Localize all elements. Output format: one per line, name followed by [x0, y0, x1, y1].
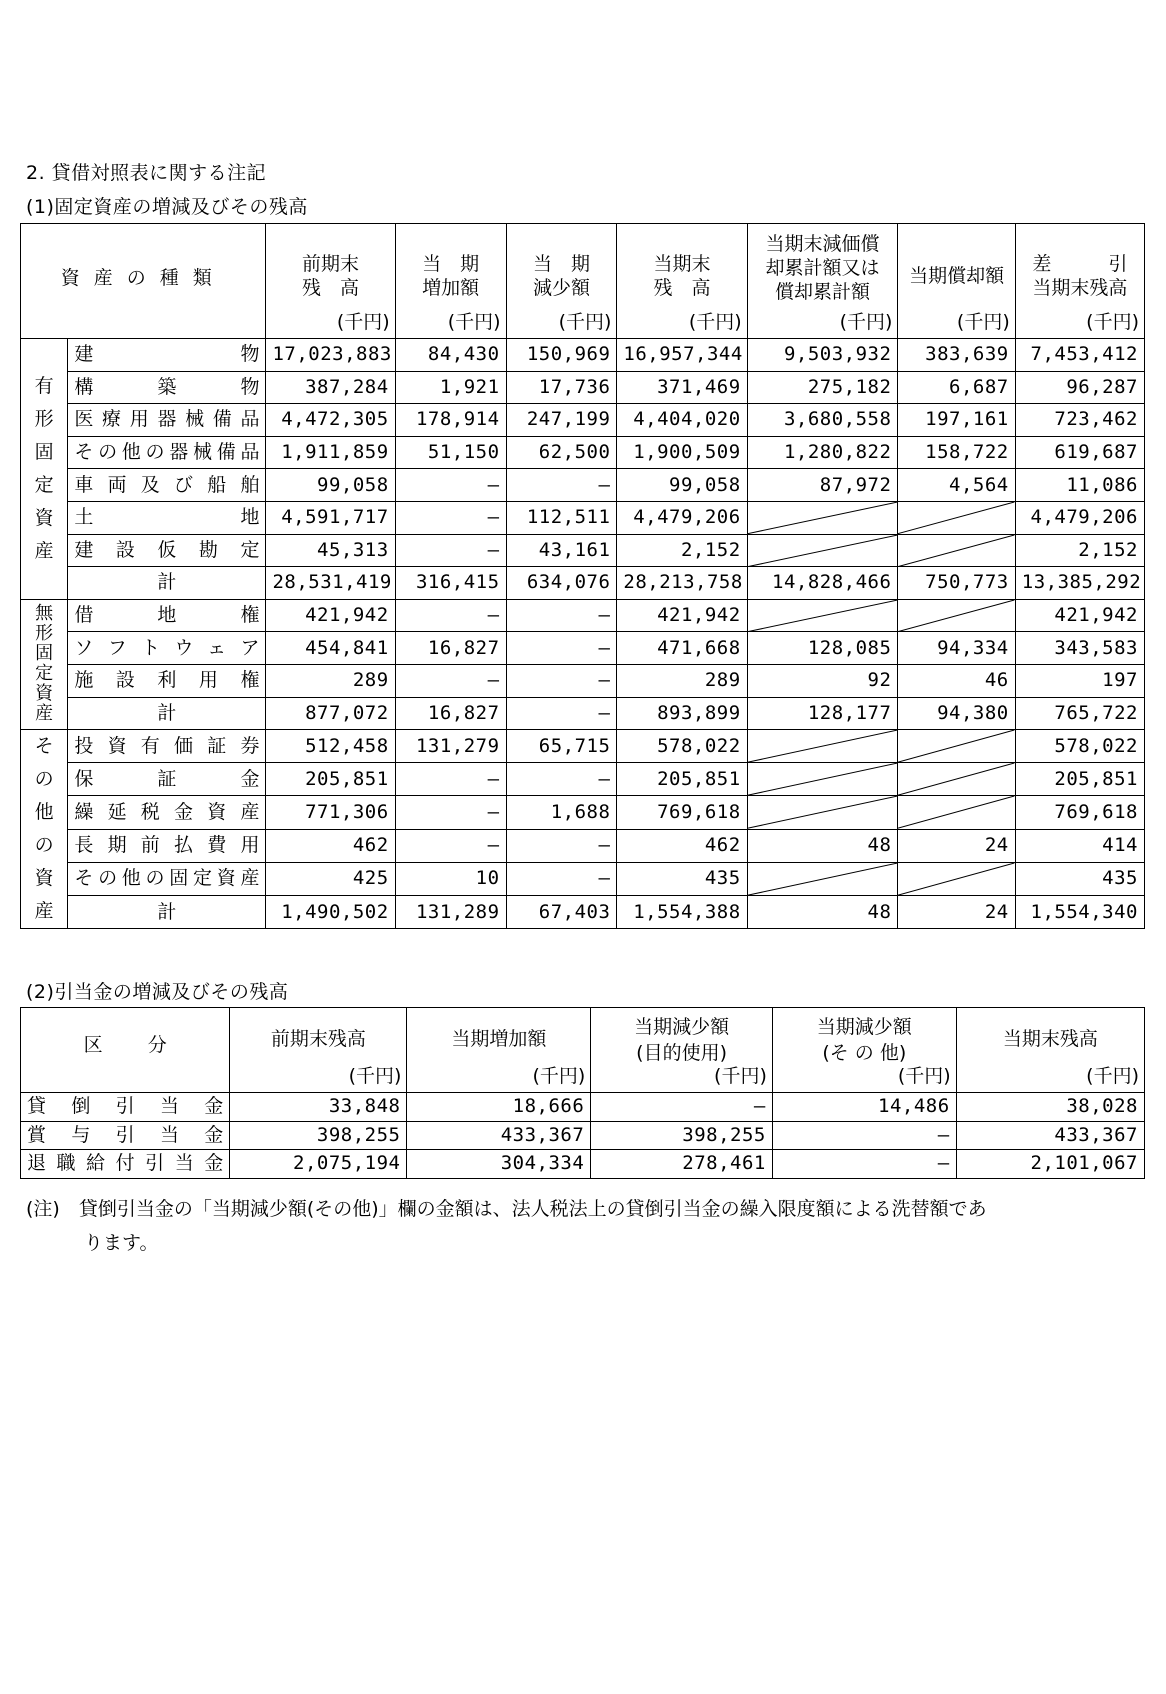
category-label: 無 形 固 定 資 産	[21, 599, 68, 729]
value-cell: 96,287	[1015, 371, 1144, 404]
table-header-row	[21, 224, 1145, 339]
asset-label: 建設仮勘定	[68, 534, 266, 567]
value-cell: 421,942	[617, 599, 747, 632]
value-cell: 462	[617, 829, 747, 862]
value-cell: —	[395, 796, 506, 829]
diagonal-slash-icon	[898, 863, 1014, 895]
value-cell: 24	[898, 895, 1015, 928]
value-cell: 16,827	[395, 632, 506, 665]
diagonal-slash-icon	[748, 763, 898, 795]
value-cell: 893,899	[617, 697, 747, 730]
header-decrease-purpose: 当期減少額 (目的使用) (千円)	[591, 1008, 773, 1093]
value-cell: —	[395, 763, 506, 796]
table-row	[21, 339, 1145, 372]
value-cell: 425	[266, 862, 395, 895]
header-asset-type: 資産の種類	[21, 224, 266, 339]
value-cell: 67,403	[506, 895, 617, 928]
value-cell: 205,851	[266, 763, 395, 796]
value-cell: —	[506, 829, 617, 862]
value-cell: 178,914	[395, 404, 506, 437]
diagonal-slash-icon	[898, 763, 1014, 795]
value-cell: 4,479,206	[617, 501, 747, 534]
header-ending-balance: 当期末残高 (千円)	[956, 1008, 1144, 1093]
value-cell: 7,453,412	[1015, 339, 1144, 372]
value-cell: —	[506, 469, 617, 502]
value-cell: 371,469	[617, 371, 747, 404]
fixed-assets-title: (1)固定資産の増減及びその残高	[26, 196, 308, 218]
note-text: 貸倒引当金の「当期減少額(その他)」欄の金額は、法人税法上の貸倒引当金の繰入限度額による洗替額であ	[78, 1198, 987, 1220]
table-row	[21, 469, 1145, 502]
asset-label: 車両及び船舶	[68, 469, 266, 502]
value-cell: 512,458	[266, 730, 395, 763]
value-cell: 28,213,758	[617, 567, 747, 600]
value-cell: 275,182	[747, 371, 898, 404]
header-increase: 当期増加額 (千円)	[407, 1008, 591, 1093]
value-cell: 2,152	[617, 534, 747, 567]
allowances-table	[20, 1007, 1145, 1179]
value-cell: 1,490,502	[266, 895, 395, 928]
allowance-label: 賞与引当金	[21, 1121, 230, 1150]
value-cell: 771,306	[266, 796, 395, 829]
value-cell: 197,161	[898, 404, 1015, 437]
asset-label: 投資有価証券	[68, 730, 266, 763]
value-cell: 131,289	[395, 895, 506, 928]
value-cell: —	[395, 664, 506, 697]
value-cell: 99,058	[617, 469, 747, 502]
value-cell: 289	[266, 664, 395, 697]
empty-cell	[898, 599, 1015, 632]
value-cell: 16,957,344	[617, 339, 747, 372]
value-cell: 99,058	[266, 469, 395, 502]
value-cell: 578,022	[617, 730, 747, 763]
value-cell: —	[772, 1150, 956, 1179]
value-cell: 13,385,292	[1015, 567, 1144, 600]
value-cell: 1,280,822	[747, 436, 898, 469]
diagonal-slash-icon	[748, 502, 898, 534]
empty-cell	[747, 534, 898, 567]
diagonal-slash-icon	[748, 535, 898, 567]
header-increase: 当 期 増加額 (千円)	[395, 224, 506, 339]
value-cell: 17,736	[506, 371, 617, 404]
value-cell: —	[395, 534, 506, 567]
value-cell: 1,921	[395, 371, 506, 404]
value-cell: —	[591, 1093, 773, 1122]
value-cell: —	[506, 599, 617, 632]
value-cell: 46	[898, 664, 1015, 697]
table-row	[21, 763, 1145, 796]
section-heading: 2. 貸借対照表に関する注記	[26, 162, 267, 184]
value-cell: 112,511	[506, 501, 617, 534]
header-depreciation: 当期償却額 (千円)	[898, 224, 1015, 339]
value-cell: 765,722	[1015, 697, 1144, 730]
header-ending-balance: 当期末 残 高 (千円)	[617, 224, 747, 339]
value-cell: 16,827	[395, 697, 506, 730]
table-row	[21, 1121, 1145, 1150]
value-cell: 33,848	[230, 1093, 407, 1122]
empty-cell	[747, 796, 898, 829]
empty-cell	[898, 501, 1015, 534]
diagonal-slash-icon	[898, 535, 1014, 567]
asset-label: 借地権	[68, 599, 266, 632]
empty-cell	[747, 599, 898, 632]
table-row	[21, 862, 1145, 895]
table-row	[21, 664, 1145, 697]
value-cell: 4,591,717	[266, 501, 395, 534]
table-row	[21, 632, 1145, 665]
value-cell: 94,334	[898, 632, 1015, 665]
header-decrease-other: 当期減少額 (そ の 他) (千円)	[772, 1008, 956, 1093]
table-row	[21, 534, 1145, 567]
asset-label: 建物	[68, 339, 266, 372]
value-cell: 398,255	[230, 1121, 407, 1150]
value-cell: 92	[747, 664, 898, 697]
value-cell: 45,313	[266, 534, 395, 567]
value-cell: 94,380	[898, 697, 1015, 730]
footnote	[26, 1192, 1151, 1260]
value-cell: —	[506, 862, 617, 895]
asset-label: 構築物	[68, 371, 266, 404]
value-cell: 4,404,020	[617, 404, 747, 437]
value-cell: 24	[898, 829, 1015, 862]
diagonal-slash-icon	[898, 502, 1014, 534]
value-cell: 877,072	[266, 697, 395, 730]
value-cell: 750,773	[898, 567, 1015, 600]
table-header-row	[21, 1008, 1145, 1093]
subtotal-label: 計	[68, 567, 266, 600]
asset-label: 施設利用権	[68, 664, 266, 697]
value-cell: 471,668	[617, 632, 747, 665]
note-prefix: (注)	[26, 1198, 60, 1220]
value-cell: 343,583	[1015, 632, 1144, 665]
note-continuation: ります。	[84, 1232, 159, 1254]
value-cell: 433,367	[407, 1121, 591, 1150]
asset-label: 土地	[68, 501, 266, 534]
value-cell: 205,851	[1015, 763, 1144, 796]
value-cell: 1,554,388	[617, 895, 747, 928]
asset-label: 長期前払費用	[68, 829, 266, 862]
header-prior-balance: 前期末残高 (千円)	[230, 1008, 407, 1093]
header-net-balance: 差 引 当期末残高 (千円)	[1015, 224, 1144, 339]
value-cell: 28,531,419	[266, 567, 395, 600]
value-cell: 51,150	[395, 436, 506, 469]
value-cell: —	[772, 1121, 956, 1150]
value-cell: 65,715	[506, 730, 617, 763]
value-cell: —	[506, 697, 617, 730]
value-cell: 619,687	[1015, 436, 1144, 469]
value-cell: 304,334	[407, 1150, 591, 1179]
value-cell: 1,554,340	[1015, 895, 1144, 928]
table-row	[21, 436, 1145, 469]
value-cell: 128,085	[747, 632, 898, 665]
value-cell: 4,479,206	[1015, 501, 1144, 534]
empty-cell	[747, 862, 898, 895]
value-cell: 1,900,509	[617, 436, 747, 469]
empty-cell	[898, 730, 1015, 763]
table-row	[21, 1150, 1145, 1179]
value-cell: 2,101,067	[956, 1150, 1144, 1179]
asset-label: 繰延税金資産	[68, 796, 266, 829]
value-cell: —	[395, 501, 506, 534]
value-cell: 247,199	[506, 404, 617, 437]
table-row	[21, 567, 1145, 600]
value-cell: 62,500	[506, 436, 617, 469]
value-cell: 14,486	[772, 1093, 956, 1122]
allowances-title: (2)引当金の増減及びその残高	[26, 981, 289, 1003]
diagonal-slash-icon	[748, 600, 898, 632]
asset-label: その他の器械備品	[68, 436, 266, 469]
value-cell: 48	[747, 895, 898, 928]
table-row	[21, 599, 1145, 632]
table-row	[21, 501, 1145, 534]
value-cell: 38,028	[956, 1093, 1144, 1122]
category-label: 有 形 固 定 資 産	[21, 339, 68, 600]
value-cell: 454,841	[266, 632, 395, 665]
value-cell: 48	[747, 829, 898, 862]
value-cell: 278,461	[591, 1150, 773, 1179]
value-cell: 435	[1015, 862, 1144, 895]
empty-cell	[898, 763, 1015, 796]
value-cell: 398,255	[591, 1121, 773, 1150]
value-cell: —	[395, 469, 506, 502]
value-cell: 387,284	[266, 371, 395, 404]
value-cell: 158,722	[898, 436, 1015, 469]
header-category: 区 分	[21, 1008, 230, 1093]
value-cell: 205,851	[617, 763, 747, 796]
value-cell: —	[506, 632, 617, 665]
empty-cell	[898, 796, 1015, 829]
value-cell: 723,462	[1015, 404, 1144, 437]
table-row	[21, 895, 1145, 928]
diagonal-slash-icon	[898, 600, 1014, 632]
table-row	[21, 730, 1145, 763]
value-cell: 131,279	[395, 730, 506, 763]
diagonal-slash-icon	[898, 796, 1014, 828]
value-cell: 3,680,558	[747, 404, 898, 437]
diagonal-slash-icon	[898, 730, 1014, 762]
table-row	[21, 697, 1145, 730]
subtotal-label: 計	[68, 697, 266, 730]
header-decrease: 当 期 減少額 (千円)	[506, 224, 617, 339]
value-cell: 769,618	[1015, 796, 1144, 829]
diagonal-slash-icon	[748, 863, 898, 895]
value-cell: 2,152	[1015, 534, 1144, 567]
value-cell: —	[506, 763, 617, 796]
value-cell: 433,367	[956, 1121, 1144, 1150]
value-cell: 462	[266, 829, 395, 862]
value-cell: 9,503,932	[747, 339, 898, 372]
value-cell: 2,075,194	[230, 1150, 407, 1179]
value-cell: 383,639	[898, 339, 1015, 372]
value-cell: 634,076	[506, 567, 617, 600]
value-cell: 578,022	[1015, 730, 1144, 763]
value-cell: 435	[617, 862, 747, 895]
table-row	[21, 404, 1145, 437]
value-cell: 6,687	[898, 371, 1015, 404]
value-cell: 150,969	[506, 339, 617, 372]
value-cell: 1,688	[506, 796, 617, 829]
empty-cell	[747, 501, 898, 534]
table-row	[21, 1093, 1145, 1122]
value-cell: 769,618	[617, 796, 747, 829]
fixed-assets-table	[20, 223, 1145, 929]
table-row	[21, 796, 1145, 829]
value-cell: 17,023,883	[266, 339, 395, 372]
empty-cell	[898, 862, 1015, 895]
value-cell: 43,161	[506, 534, 617, 567]
header-prior-balance: 前期末 残 高 (千円)	[266, 224, 395, 339]
value-cell: 421,942	[266, 599, 395, 632]
empty-cell	[747, 763, 898, 796]
value-cell: 14,828,466	[747, 567, 898, 600]
value-cell: 4,472,305	[266, 404, 395, 437]
value-cell: 87,972	[747, 469, 898, 502]
diagonal-slash-icon	[748, 796, 898, 828]
value-cell: —	[395, 829, 506, 862]
value-cell: 1,911,859	[266, 436, 395, 469]
value-cell: 84,430	[395, 339, 506, 372]
table-row	[21, 371, 1145, 404]
asset-label: 保証金	[68, 763, 266, 796]
allowance-label: 貸倒引当金	[21, 1093, 230, 1122]
value-cell: 128,177	[747, 697, 898, 730]
value-cell: 197	[1015, 664, 1144, 697]
table-row	[21, 829, 1145, 862]
subtotal-label: 計	[68, 895, 266, 928]
empty-cell	[747, 730, 898, 763]
asset-label: その他の固定資産	[68, 862, 266, 895]
value-cell: 11,086	[1015, 469, 1144, 502]
header-accumulated-depreciation: 当期末減価償 却累計額又は 償却累計額 (千円)	[747, 224, 898, 339]
value-cell: 289	[617, 664, 747, 697]
allowance-label: 退職給付引当金	[21, 1150, 230, 1179]
value-cell: —	[395, 599, 506, 632]
diagonal-slash-icon	[748, 730, 898, 762]
value-cell: 414	[1015, 829, 1144, 862]
value-cell: 4,564	[898, 469, 1015, 502]
asset-label: ソフトウェア	[68, 632, 266, 665]
value-cell: 316,415	[395, 567, 506, 600]
empty-cell	[898, 534, 1015, 567]
value-cell: —	[506, 664, 617, 697]
value-cell: 10	[395, 862, 506, 895]
asset-label: 医療用器械備品	[68, 404, 266, 437]
category-label: そ の 他 の 資 産	[21, 730, 68, 929]
value-cell: 421,942	[1015, 599, 1144, 632]
value-cell: 18,666	[407, 1093, 591, 1122]
